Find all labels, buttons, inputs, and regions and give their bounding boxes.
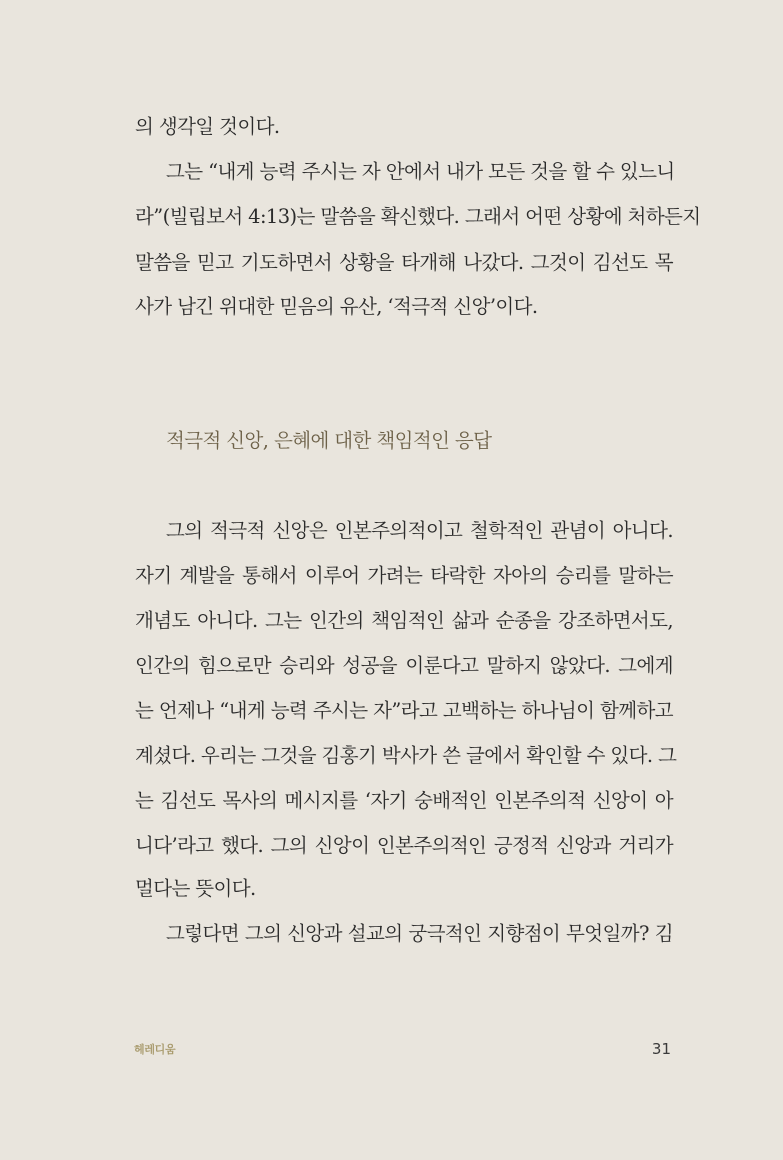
body-line: 그는 “내게 능력 주시는 자 안에서 내가 모든 것을 할 수 있느니 — [166, 160, 675, 183]
page-number: 31 — [651, 1040, 671, 1058]
body-line: 인간의 힘으로만 승리와 성공을 이룬다고 말하지 않았다. 그에게 — [135, 654, 673, 677]
section-heading: 적극적 신앙, 은혜에 대한 책임적인 응답 — [166, 429, 492, 452]
body-line: 니다’라고 했다. 그의 신앙이 인본주의적인 긍정적 신앙과 거리가 — [135, 834, 673, 857]
running-title: 헤레디움 — [134, 1043, 176, 1056]
body-line: 멀다는 뜻이다. — [135, 877, 256, 900]
body-line: 는 언제나 “내게 능력 주시는 자”라고 고백하는 하나님이 함께하고 — [135, 699, 673, 722]
body-line: 말씀을 믿고 기도하면서 상황을 타개해 나갔다. 그것이 김선도 목 — [135, 251, 673, 274]
body-line: 사가 남긴 위대한 믿음의 유산, ‘적극적 신앙’이다. — [135, 295, 538, 318]
body-line: 계셨다. 우리는 그것을 김홍기 박사가 쓴 글에서 확인할 수 있다. 그 — [135, 744, 677, 767]
body-line: 그렇다면 그의 신앙과 설교의 궁극적인 지향점이 무엇일까? 김 — [166, 922, 673, 945]
body-line: 그의 적극적 신앙은 인본주의적이고 철학적인 관념이 아니다. — [166, 519, 673, 542]
body-line: 자기 계발을 통해서 이루어 가려는 타락한 자아의 승리를 말하는 — [135, 564, 673, 587]
body-line: 개념도 아니다. 그는 인간의 책임적인 삶과 순종을 강조하면서도, — [135, 609, 673, 632]
body-line: 의 생각일 것이다. — [135, 115, 280, 138]
body-line: 라”(빌립보서 4:13)는 말씀을 확신했다. 그래서 어떤 상황에 처하든지 — [135, 205, 701, 228]
body-line: 는 김선도 목사의 메시지를 ‘자기 숭배적인 인본주의적 신앙이 아 — [135, 789, 673, 812]
